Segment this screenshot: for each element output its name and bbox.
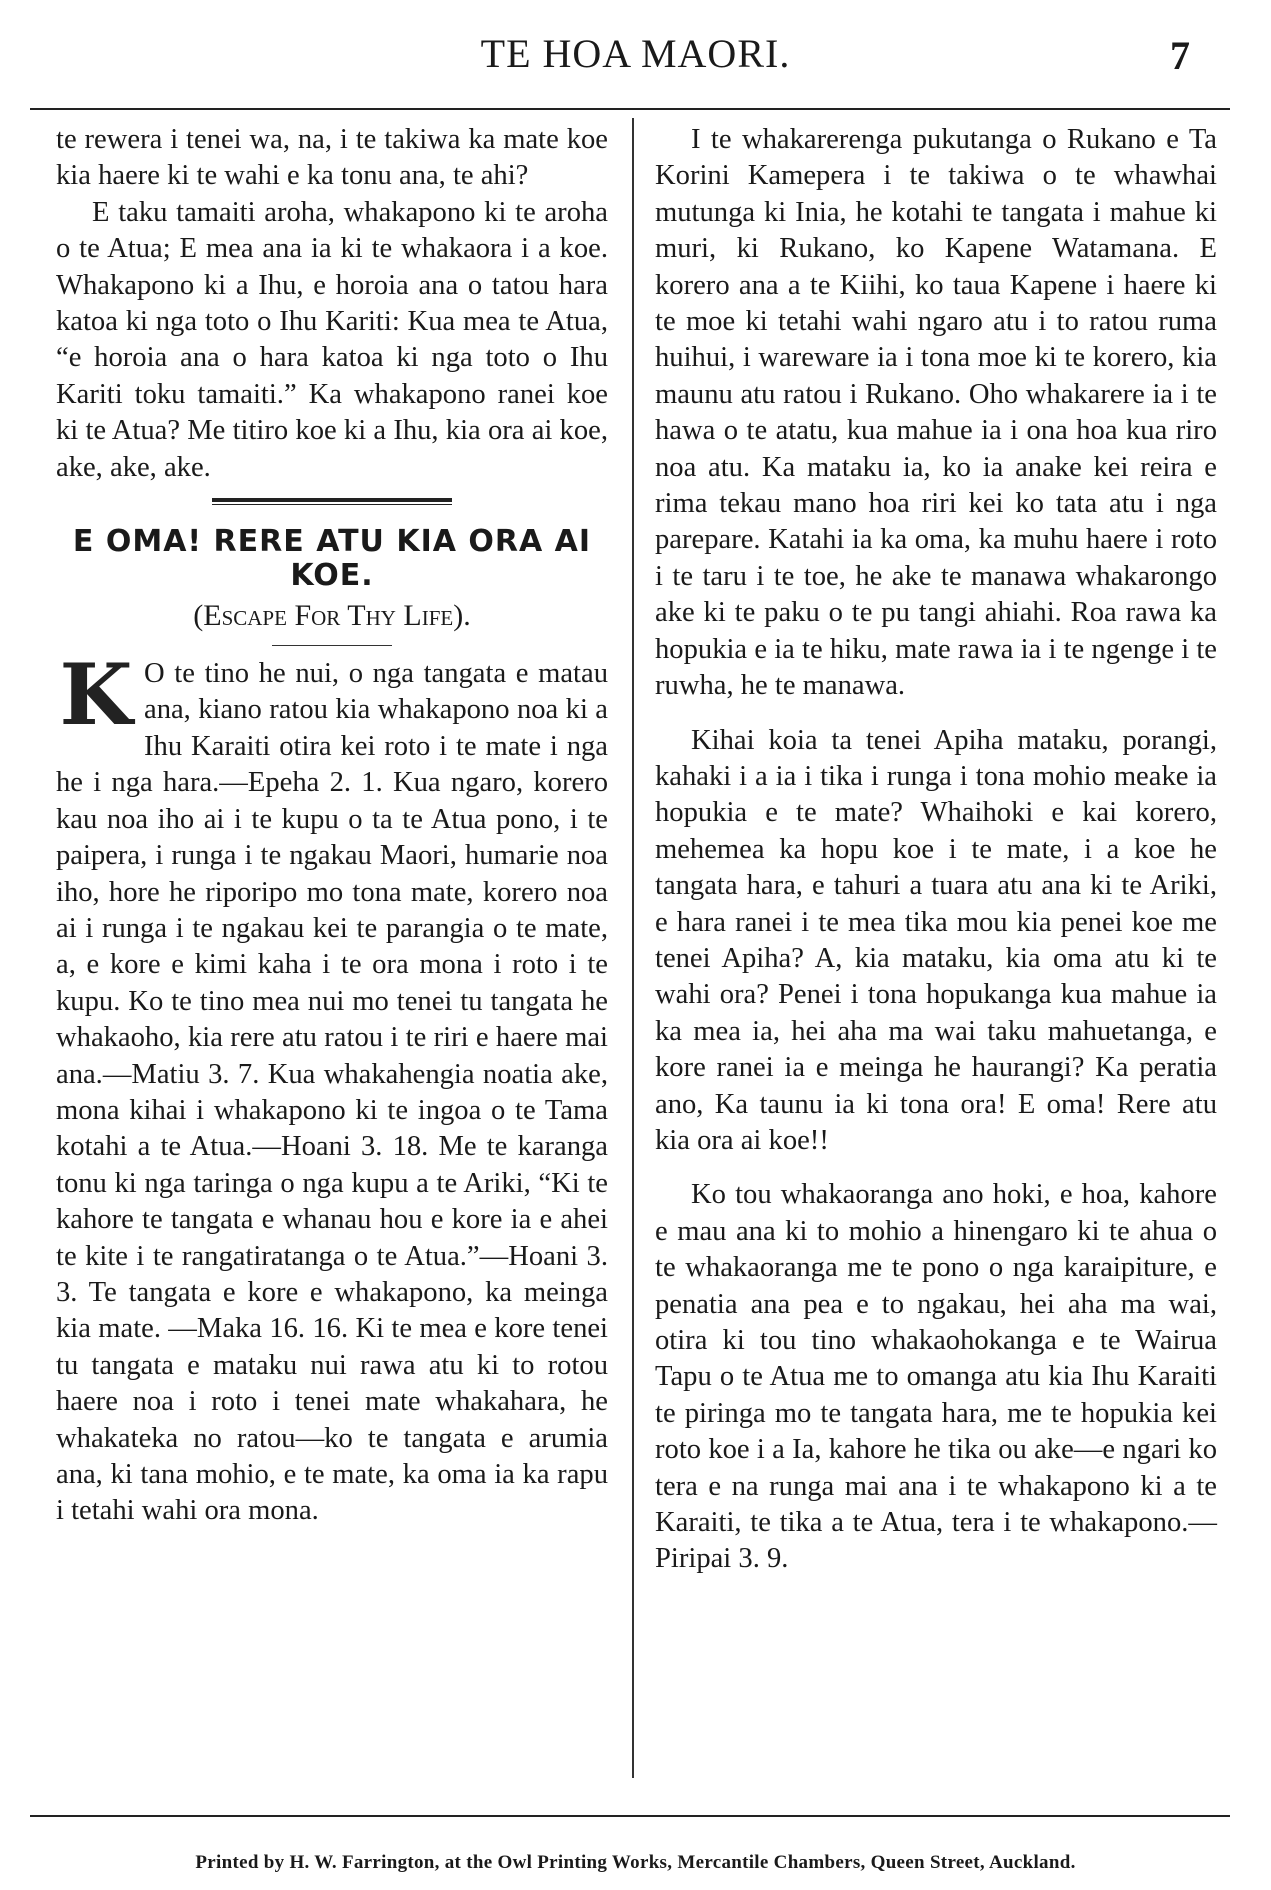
subheading-rule <box>272 645 392 646</box>
left-column <box>56 122 608 1530</box>
header-rule <box>30 108 1230 110</box>
left-paragraph-2: E taku tamaiti aroha, whakapono ki te aroha o te Atua; E mea ana ia ki te whakaora i a koe. Whakapono ki a Ihu, e horoia ana o tatou hara katoa ki nga toto o Ihu Kariti: Kua mea te Atua, “e horoia ana o hara katoa ki nga toto o Ihu Kariti toku tamaiti.” Ka whakapono ranei koe ki te Atua? Me titiro koe ki a Ihu, kia ora ai koe, ake, ake, ake. <box>56 196 608 483</box>
right-paragraph-1: I te whakarerenga pukutanga o Rukano e Ta Korini Kamepera i te takiwa o te whawhai mutunga ki Inia, he kotahi te tangata i mahue ki muri, ki Rukano, ko Kapene Watamana. E korero ana a te Kiihi, ko taua Kapene i haere ki te moe ki tetahi wahi ngaro atu i to ratou ruma huihui, i wareware ia i tona moe ki te korero, kia maunu atu ratou i Rukano. Oho whakarere ia i te hawa o te atatu, kua mahue ia i ona hoa kua riro noa atu. Ka mataku ia, ko ia anake kei reira e rima tekau mano hoa riri kei ko tata atu i nga parepare. Katahi ia ka oma, ka muhu haere i roto i te taru i te toe, he ake te manawa whakarongo ake ki te paku o te pu tangi ahiahi. Roa rawa ka hopukia e ia te hiku, mate rawa ia i te ngenge i te ruwha, he te manawa. <box>655 124 1217 702</box>
printer-imprint: Printed by H. W. Farrington, at the Owl Printing Works, Mercantile Chambers, Queen Street, Auckland. <box>195 1852 1076 1873</box>
right-paragraph-3: Ko tou whakaoranga ano hoki, e hoa, kahore e mau ana ki to mohio a hinengaro ki te ahua o te whakaoranga me te pono o nga karaipiture, e penatia ana pea e to ngakau, hei aha ma wai, otira ki tou tino whakaohokanga e te Wairua Tapu o te Atua me to omanga atu kia Ihu Karaiti te piringa mo te tangata hara, me te hopukia kei roto koe i a Ia, kahore he tika ou ake—e ngari ko tera e na runga mai ana i te whakapono ki a te Karaiti, te tika a te Atua, tera i te whakapono.—Piripai 3. 9. <box>655 1179 1217 1575</box>
ornamental-dropcap: K <box>59 645 133 745</box>
column-divider <box>632 118 634 1778</box>
left-paragraph-3 <box>56 645 608 1530</box>
left-paragraph-3-text: O te tino he nui, o nga tangata e matau ana, kiano ratou kia whakapono noa ki a Ihu Karaiti otira kei roto i te mate i nga he i nga hara.—Epeha 2. 1. Kua ngaro, korero kau noa iho ai i te kupu o ta te Atua pono, i te paipera, i runga i te ngakau Maori, humarie noa iho, hore he riporipo mo tona mate, korero noa ai i runga i te ngakau kei te parangia o te mate, a, e kore e kimi kaha i te ora mona i roto i te kupu. Ko te tino mea nui mo tenei tu tangata he whakaoho, kia rere atu ratou i te riri e haere mai ana.—Matiu 3. 7. Kua whakahengia noatia ake, mona kihai i whakapono ki te ingoa o te Tama kotahi a te Atua.—Hoani 3. 18. Me te karanga tonu ki nga taringa o nga kupu a te Ariki, “Ki te kahore te tangata e whanau hou e kore ia e ahei te kite i te rangatiratanga o te Atua.”—Hoani 3. 3. Te tangata e kore e whakapono, ka meinga kia mate. —Maka 16. 16. Ki te mea e kore tenei tu tangata e mataku nui rawa atu ki to rotou haere noa i roto i tenei mate whakahara, he whakateka no ratou—ko te tangata e arumia ana, ki tana mohio, e te mate, ka oma ia ka rapu i tetahi wahi ora mona. <box>56 658 608 1527</box>
article-heading: E OMA! RERE ATU KIA ORA AI KOE. <box>72 524 592 594</box>
section-divider <box>212 498 452 505</box>
page-number: 7 <box>1170 33 1190 78</box>
right-paragraph-2: Kihai koia ta tenei Apiha mataku, porangi, kahaki i a ia i tika i runga i tona mohio meake ia hopukia e te mate? Whaihoki e kai korero, mehemea ka hopu koe i te mate, i a koe he tangata hara, e tahuri a tuara atu ana ki te Ariki, e hara ranei i te mea tika mou kia penei koe me tenei Apiha? A, kia mataku, kia oma atu ki te wahi ora? Penei i tona hopukanga kua mahue ia ka mea ia, hei aha ma wai taku mahuetanga, e kore ranei ia e meinga he haurangi? Ka peratia ano, Ka taunu ia ki tona ora! E oma! Rere atu kia ora ai koe!! <box>655 724 1217 1156</box>
right-column <box>655 122 1217 1578</box>
page-title: TE HOA MAORI. <box>480 31 791 76</box>
left-paragraph-1: te rewera i tenei wa, na, i te takiwa ka mate koe kia haere ki te wahi e ka tonu ana, te ahi? <box>56 124 608 192</box>
article-subheading: (Escape For Thy Life). <box>193 599 471 633</box>
footer-rule <box>30 1815 1230 1817</box>
